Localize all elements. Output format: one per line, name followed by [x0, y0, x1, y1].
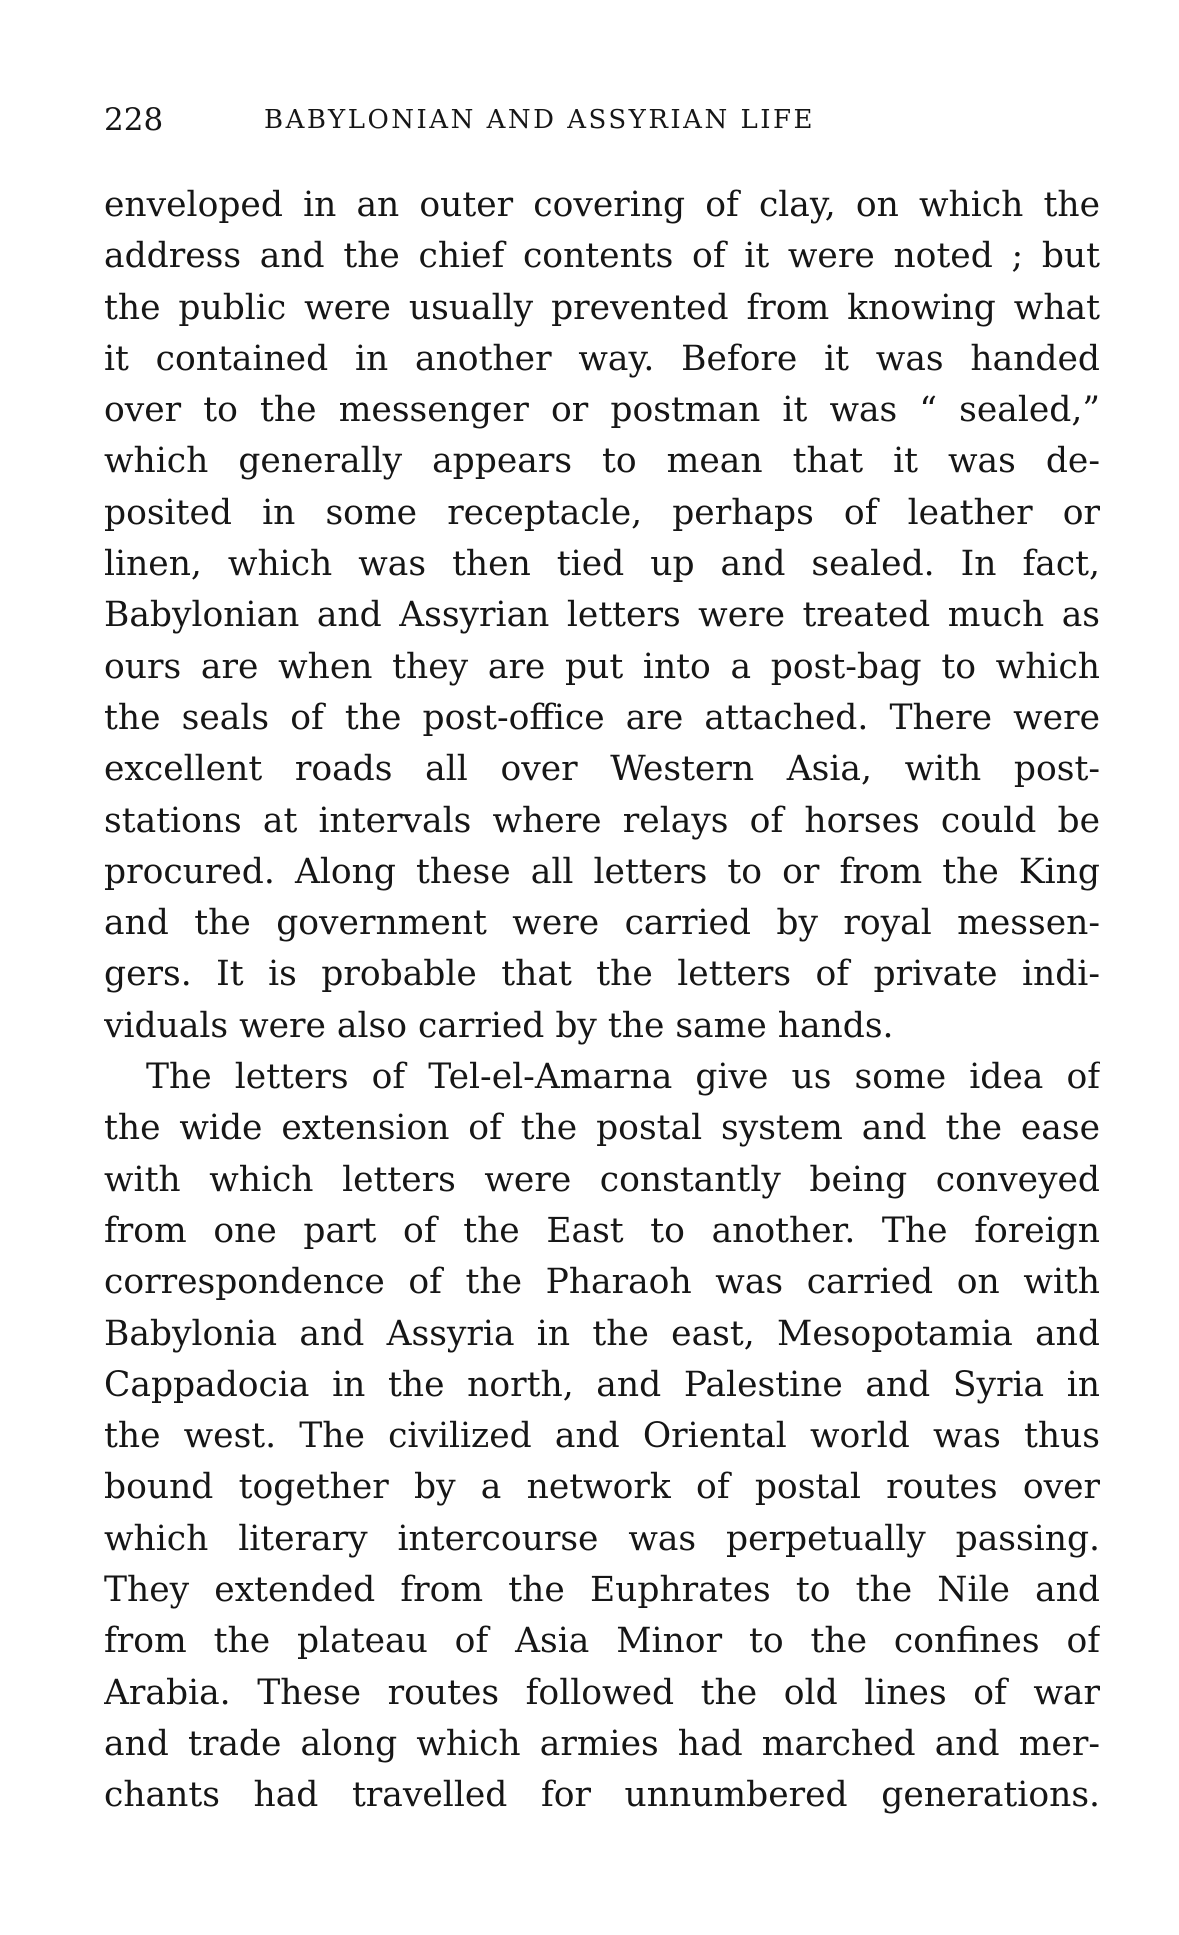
text-line: chants had travelled for unnumbered generations.: [104, 1775, 1100, 1816]
paragraph-start-line: The letters of Tel-el-Amarna give us some idea of: [146, 1057, 1100, 1098]
text-line: which literary intercourse was perpetually passing.: [104, 1518, 1100, 1559]
paragraph-end-line: viduals were also carried by the same hands.: [104, 1005, 894, 1046]
text-line: from one part of the East to another. The foreign: [104, 1210, 1100, 1251]
text-line: Babylonia and Assyria in the east, Mesopotamia and: [104, 1313, 1100, 1354]
text-line: bound together by a network of postal routes over: [104, 1467, 1100, 1508]
body-text: [104, 180, 1100, 1822]
text-line: enveloped in an outer covering of clay, on which the: [104, 185, 1100, 225]
text-line: address and the chief contents of it were noted ; but: [104, 236, 1100, 277]
text-line: the west. The civilized and Oriental world was thus: [104, 1416, 1100, 1457]
text-line: Arabia. These routes followed the old lines of war: [104, 1672, 1100, 1713]
text-line: They extended from the Euphrates to the Nile and: [104, 1570, 1100, 1611]
text-line: from the plateau of Asia Minor to the confines of: [104, 1621, 1100, 1662]
text-line: the seals of the post-office are attached. There were: [104, 697, 1100, 738]
text-line: ours are when they are put into a post-bag to which: [104, 646, 1100, 687]
text-line: the public were usually prevented from knowing what: [104, 287, 1100, 328]
text-line: stations at intervals where relays of horses could be: [104, 800, 1100, 841]
page-number: 228: [104, 102, 164, 138]
text-line: with which letters were constantly being conveyed: [104, 1159, 1100, 1200]
text-line: Babylonian and Assyrian letters were treated much as: [104, 595, 1100, 636]
running-head: BABYLONIAN AND ASSYRIAN LIFE: [264, 105, 816, 135]
text-line: and trade along which armies had marched and mer-: [104, 1723, 1100, 1764]
text-line: procured. Along these all letters to or from the King: [104, 851, 1100, 892]
text-line: correspondence of the Pharaoh was carried on with: [104, 1262, 1100, 1303]
text-line: it contained in another way. Before it was handed: [104, 338, 1100, 379]
text-line: linen, which was then tied up and sealed. In fact,: [104, 544, 1100, 585]
text-line: which generally appears to mean that it was de-: [104, 441, 1100, 482]
text-line: gers. It is probable that the letters of private indi-: [104, 954, 1100, 995]
text-line: Cappadocia in the north, and Palestine and Syria in: [104, 1364, 1100, 1405]
text-line: the wide extension of the postal system and the ease: [104, 1108, 1100, 1149]
text-line: over to the messenger or postman it was “ sealed,”: [104, 390, 1100, 431]
text-line: excellent roads all over Western Asia, with post-: [104, 749, 1100, 790]
text-line: posited in some receptacle, perhaps of leather or: [104, 492, 1100, 533]
text-line: and the government were carried by royal messen-: [104, 903, 1100, 944]
page-header: [104, 100, 1100, 140]
